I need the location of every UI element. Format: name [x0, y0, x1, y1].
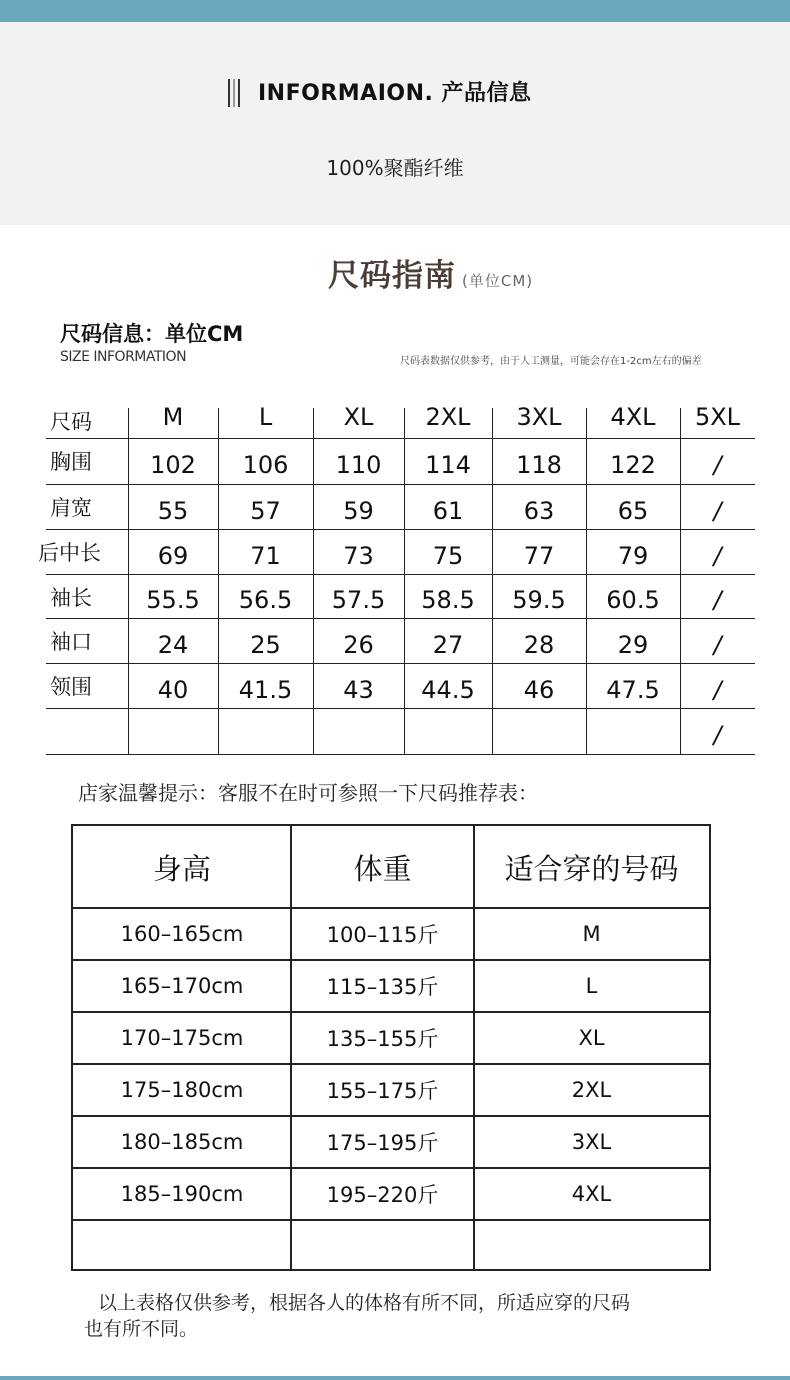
measurement-value: 40 — [157, 675, 189, 704]
size-column-header: 3XL — [516, 403, 562, 431]
weight-range: 155–175斤 — [326, 1079, 439, 1103]
footer-note-line-1: 以上表格仅供参考，根据各人的体格有所不同，所适应穿的尺码 — [98, 1292, 631, 1314]
recommend-column-header: 身高 — [152, 851, 211, 886]
measurement-value — [218, 708, 313, 754]
measurement-value: 55.5 — [146, 586, 200, 614]
size-info-subtitle: SIZE INFORMATION — [60, 349, 187, 365]
recommended-size: L — [585, 974, 598, 998]
weight-range: 195–220斤 — [326, 1183, 439, 1207]
measurement-value: 59 — [343, 496, 374, 525]
top-accent-bar — [0, 0, 790, 22]
not-available-mark: / — [713, 630, 722, 659]
measurement-value: 122 — [610, 451, 656, 479]
recommend-column-header: 体重 — [353, 851, 412, 886]
measurement-value: 28 — [523, 630, 555, 659]
weight-range: 115–135斤 — [326, 975, 439, 999]
size-table-row-line — [46, 754, 755, 755]
measurement-value: 77 — [523, 541, 555, 570]
measurement-value: 55 — [157, 496, 189, 525]
height-range: 180–185cm — [120, 1130, 244, 1154]
recommended-size: 3XL — [571, 1130, 612, 1154]
size-column-header: 5XL — [694, 403, 741, 431]
size-column-header: 4XL — [610, 403, 656, 431]
measurement-value: 27 — [432, 630, 464, 659]
bottom-accent-bar — [0, 1376, 790, 1380]
measurement-value: 41.5 — [238, 675, 293, 704]
weight-range: 135–155斤 — [326, 1027, 439, 1051]
size-column-header: 2XL — [425, 403, 471, 431]
size-column-header: L — [258, 403, 273, 431]
measurement-value: 106 — [242, 451, 289, 479]
size-table — [38, 396, 755, 755]
measurement-label: 后中长 — [38, 541, 101, 565]
measurement-value: 57.5 — [331, 586, 386, 614]
measurement-label: 袖长 — [50, 586, 92, 610]
measurement-value — [404, 708, 492, 754]
measurement-label: 领围 — [50, 675, 92, 699]
measurement-value — [492, 708, 586, 754]
measurement-value: 79 — [617, 541, 649, 570]
not-available-mark: / — [713, 541, 722, 570]
not-available-mark: / — [713, 451, 722, 479]
measurement-value: 26 — [343, 630, 374, 659]
measurement-value: 58.5 — [421, 586, 475, 614]
measurement-value: 25 — [250, 630, 281, 659]
measurement-value: 43 — [343, 675, 374, 704]
size-recommendation-table — [71, 824, 711, 1271]
measurement-value: 73 — [343, 541, 374, 570]
measurement-value: 47.5 — [606, 675, 660, 704]
recommend-column-header: 适合穿的号码 — [504, 851, 679, 886]
weight-range: 175–195斤 — [326, 1131, 439, 1155]
recommended-size: 4XL — [571, 1182, 612, 1206]
measurement-value: 114 — [425, 451, 471, 479]
weight-range — [291, 1220, 474, 1269]
measurement-value: 57 — [250, 496, 281, 525]
recommended-size: 2XL — [571, 1078, 612, 1102]
height-range: 165–170cm — [120, 974, 244, 998]
size-column-header: XL — [343, 403, 374, 431]
material-text: 100%聚酯纤维 — [326, 156, 464, 180]
product-info-panel — [0, 22, 790, 225]
measurement-value: 65 — [617, 496, 649, 525]
measurement-value — [128, 708, 218, 754]
measurement-value: 56.5 — [238, 586, 293, 614]
height-range: 175–180cm — [120, 1078, 244, 1102]
measurement-value: 60.5 — [606, 586, 660, 614]
title-divider-icon — [228, 79, 240, 107]
measurement-value — [313, 708, 404, 754]
height-range — [73, 1220, 291, 1269]
measurement-value: 46 — [523, 675, 555, 704]
not-available-mark: / — [713, 586, 722, 614]
measurement-value: 102 — [150, 451, 196, 479]
size-guide-heading — [328, 250, 533, 295]
measurement-value: 110 — [335, 451, 382, 479]
measurement-value: 29 — [617, 630, 649, 659]
measurement-value: 63 — [523, 496, 555, 525]
measurement-value: 71 — [250, 541, 281, 570]
measurement-value — [586, 708, 680, 754]
size-info-title: 尺码信息：单位CM — [60, 322, 244, 346]
shop-tip: 店家温馨提示：客服不在时可参照一下尺码推荐表： — [78, 781, 538, 805]
footer-note — [84, 1290, 724, 1342]
not-available-mark: / — [713, 721, 722, 749]
height-range: 185–190cm — [120, 1182, 244, 1206]
measurement-label: 袖口 — [50, 630, 92, 654]
measurement-note: 尺码表数据仅供参考，由于人工测量，可能会存在1-2cm左右的偏差 — [400, 356, 702, 367]
size-guide-unit: (单位CM) — [462, 272, 534, 290]
not-available-mark: / — [713, 496, 722, 525]
recommended-size — [474, 1220, 709, 1269]
measurement-value: 69 — [157, 541, 189, 570]
measurement-value: 61 — [432, 496, 464, 525]
height-range: 170–175cm — [120, 1026, 244, 1050]
measurement-value: 75 — [432, 541, 464, 570]
recommended-size: XL — [578, 1026, 605, 1050]
measurement-value: 59.5 — [512, 586, 566, 614]
weight-range: 100–115斤 — [326, 923, 439, 947]
measurement-label: 胸围 — [50, 450, 92, 474]
size-guide-title: 尺码指南 — [328, 258, 456, 294]
measurement-label: 肩宽 — [50, 496, 92, 520]
size-column-header: M — [162, 403, 184, 431]
product-info-title: INFORMAION. 产品信息 — [258, 81, 532, 106]
footer-note-line-2: 也有所不同。 — [84, 1318, 199, 1340]
not-available-mark: / — [713, 675, 722, 704]
height-range: 160–165cm — [120, 922, 244, 946]
size-header-label: 尺码 — [50, 410, 92, 434]
measurement-value: 24 — [157, 630, 189, 659]
recommended-size: M — [582, 922, 601, 946]
measurement-value: 44.5 — [421, 675, 475, 704]
measurement-value: 118 — [516, 451, 562, 479]
